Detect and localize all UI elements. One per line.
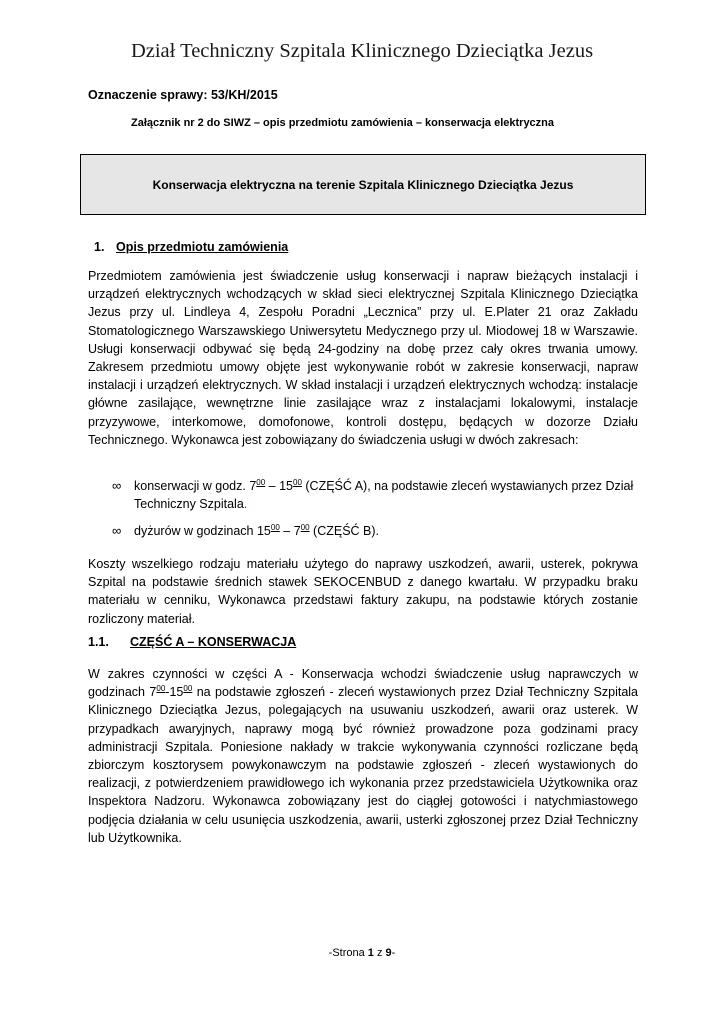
current-page: 1 <box>367 947 374 959</box>
title-box-text: Konserwacja elektryczna na terenie Szpitala Klinicznego Dzieciątka Jezus <box>152 177 574 192</box>
page-footer: -Strona 1 z 9- <box>328 947 396 959</box>
bullet-part-a-text: konserwacji w godz. $7^{00} - 15^{00}$ (CZĘŚĆ A), na podstawie zleceń wystawianych przez Dział Techniczny Szpitala. <box>134 477 634 512</box>
section-1-title: Opis przedmiotu zamówienia <box>116 240 289 254</box>
total-pages: 9 <box>385 947 392 959</box>
case-number: Oznaczenie sprawy: 53/KH/2015 <box>88 88 278 102</box>
section-1-1-heading <box>88 635 296 649</box>
section-1-1-title: CZĘŚĆ A – KONSERWACJA <box>130 635 297 649</box>
section-1-number: 1. <box>94 240 105 254</box>
section-1-1-paragraph: W zakres czynności w części A - Konserwacja wchodzi świadczenie usług naprawczych w godzinach $7^{00}-15^{00}$ na podstawie zgłoszeń - zleceń wystawionych przez Dział Techniczny Szpitala Klinicznego Dzieciątka Jezus, polegających na usuwaniu uszkodzeń, awarii oraz usterek. W przypadkach awaryjnych, naprawy mogą być również prowadzone poza godzinami pracy administracji Szpitala. Poniesione nakłady w trakcie wykonywania czynności rozliczane będą zbiorczym kosztorysem powykonawczym na podstawie zgłoszeń - zleceń wystawionych do realizacji, z potwierdzeniem prawidłowego ich wykonania przez przedstawiciela Użytkownika oraz Inspektora Nadzoru. Wykonawca zobowiązany jest do ciągłej gotowości i natychmiastowego podjęcia działania w celu usunięcia uszkodzenia, awarii, usterki zgłoszonej przez Dział Techniczny lub Użytkownika. <box>88 667 639 845</box>
bullet-item-part-a <box>112 477 638 513</box>
attachment-note: Załącznik nr 2 do SIWZ – opis przedmiotu zamówienia – konserwacja elektryczna <box>131 117 555 129</box>
bullet-item-part-b <box>112 522 638 540</box>
section-1-paragraph: Przedmiotem zamówienia jest świadczenie usług konserwacji i napraw bieżących instalacji i urządzeń elektrycznych wchodzących w skład sieci elektrycznej Szpitala Klinicznego Dzieciątka Jezus przy ul. Lindleya 4, Zespołu Poradni „Lecznica” przy ul. E.Plater 21 oraz Zakładu Stomatologicznego Warszawskiego Uniwersytetu Medycznego przy ul. Miodowej 18 w Warszawie. Usługi konserwacji odbywać się będą 24-godziny na dobę przez cały okres trwania umowy. Zakresem przedmiotu umowy objęte jest wykonywanie robót w zakresie konserwacji, napraw instalacji i urządzeń elektrycznych. W skład instalacji i urządzeń elektrycznych wchodzą: instalacje główne zasilające, wewnętrzne linie zasilające wraz z instalacjami lokalowymi, instalacje przyzywowe, interkomowe, domofonowe, kontroli dostępu, będących w dozorze Działu Technicznego. Wykonawca jest zobowiązany do świadczenia usługi w dwóch zakresach: <box>88 269 638 447</box>
materials-cost-paragraph: Koszty wszelkiego rodzaju materiału użytego do naprawy uszkodzeń, awarii, usterek, pokrywa Szpital na podstawie średnich stawek SEKOCENBUD z danego kwartału. W przypadku braku materiału w cenniku, Wykonawca przedstawi faktury zakupu, na podstawie których zostanie rozliczony materiał. <box>88 557 638 626</box>
page-header-title: Dział Techniczny Szpitala Klinicznego Dzieciątka Jezus <box>130 40 594 62</box>
bullet-part-b-text: dyżurów w godzinach $15^{00} - 7^{00}$ (CZĘŚĆ B). <box>134 522 380 538</box>
title-box <box>80 154 646 215</box>
infinity-bullet-icon: ∞ <box>112 478 122 493</box>
section-1-1-number: 1.1. <box>88 635 109 649</box>
section-1-heading <box>94 240 288 254</box>
infinity-bullet-icon: ∞ <box>112 523 122 538</box>
